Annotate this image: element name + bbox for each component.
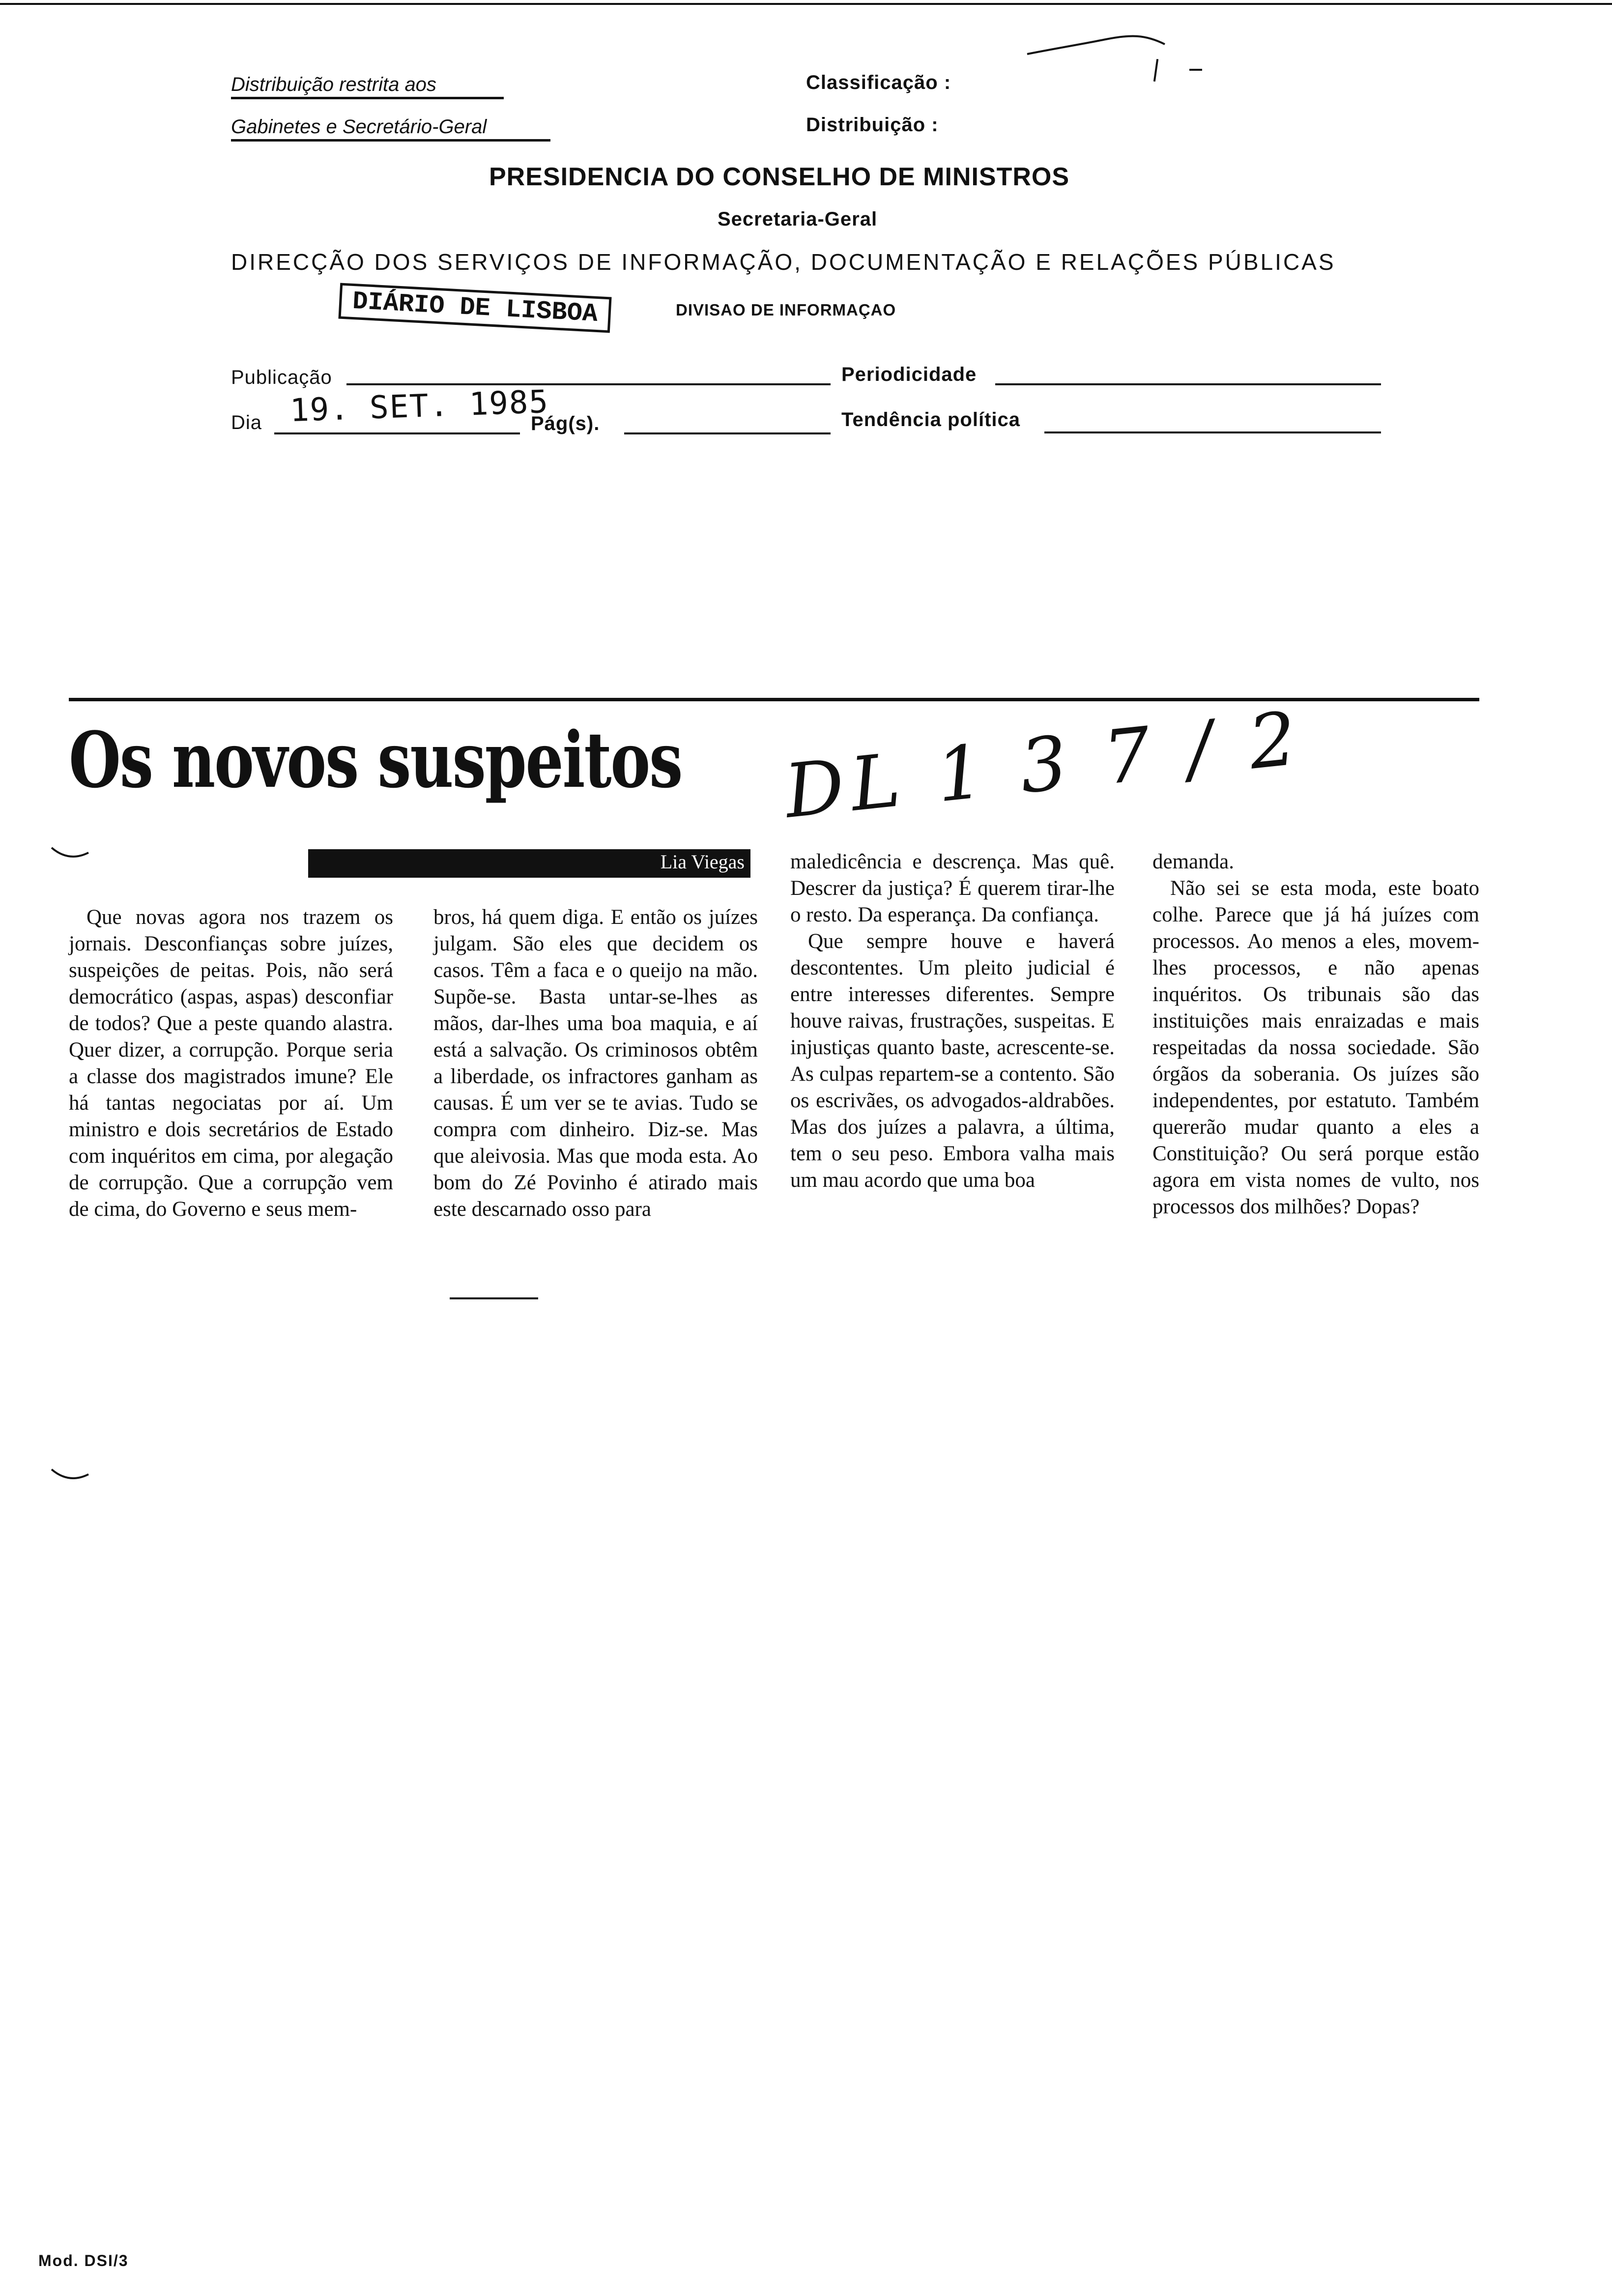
top-border	[0, 3, 1612, 5]
margin-mark	[49, 1464, 93, 1489]
handwritten-dash	[1189, 69, 1202, 71]
paragraph: Que novas agora nos trazem os jornais. Desconfianças sobre juízes, suspeições de peitas. Pois, não será democrático (aspas, aspas) desconfiar de todos? Que a peste quando alastra. Quer dizer, a corrupção. Porque seria a classe dos magistrados imune? Ele há tantas negociatas por aí. Um ministro e dois secretários de Estado com inquéritos em cima, por alegação de corrupção. Que a corrupção vem de cima, do Governo e seus mem-	[69, 906, 393, 1221]
byline: Lia Viegas	[308, 849, 750, 878]
restricted-line-1: Distribuição restrita aos	[231, 74, 504, 99]
paragraph: Que sempre houve e haverá descontentes. Um pleito judicial é entre interesses diferentes. Sempre houve raivas, frustrações, suspeitas. E injustiças quanto baste, acrescente-se. As culpas repartem-se a contento. São os escrivães, os advogados-aldrabões. Mas dos juízes a palavra, a última, tem o seu peso. Embora valha mais um mau acordo que uma boa	[790, 930, 1115, 1192]
periodicidade-line	[995, 383, 1381, 385]
tendencia-label: Tendência política	[841, 409, 1020, 430]
model-code: Mod. DSI/3	[38, 2252, 129, 2269]
dia-value: 19. SET. 1985	[289, 383, 550, 430]
tendencia-line	[1044, 431, 1381, 433]
pags-label: Pág(s).	[531, 413, 600, 434]
article-column-1	[69, 904, 393, 1223]
publication-stamp: DIÁRIO DE LISBOA	[338, 283, 611, 333]
direccao-label: DIRECÇÃO DOS SERVIÇOS DE INFORMAÇÃO, DOCUMENTAÇÃO E RELAÇÕES PÚBLICAS	[231, 249, 1336, 275]
margin-mark	[49, 843, 93, 867]
dia-line	[274, 432, 520, 434]
classificacao-label: Classificação :	[806, 72, 951, 93]
handwritten-reference: DL 1 3 7 / 2	[780, 695, 1307, 835]
pags-line	[624, 432, 831, 434]
dia-label: Dia	[231, 412, 262, 433]
article-column-2	[433, 904, 758, 1223]
paragraph: demanda.	[1152, 850, 1234, 873]
publicacao-label: Publicação	[231, 367, 332, 388]
article-headline: Os novos suspeitos	[69, 715, 682, 805]
distribuicao-label: Distribuição :	[806, 114, 939, 136]
paragraph: maledicência e descrença. Mas quê. Descrer da justiça? É querem tirar-lhe o resto. Da esperança. Da confiança.	[790, 850, 1115, 926]
divisao-label: DIVISAO DE INFORMAÇAO	[676, 301, 896, 319]
paragraph: bros, há quem diga. E então os juízes julgam. São eles que decidem os casos. Têm a faca e o queijo na mão. Supõe-se. Basta untar-se-lhes as mãos, dar-lhes uma boa maquia, e aí está a salvação. Os criminosos obtêm a liberdade, os infractores ganham as causas. É um ver se te avias. Tudo se compra com dinheiro. Diz-se. Mas que aleivosia. Mas que moda esta. Ao bom do Zé Povinho é atirado mais este descarnado osso para	[433, 906, 758, 1221]
paragraph: Não sei se esta moda, este boato colhe. Parece que já há juízes com processos. Ao menos a eles, movem-lhes processos, e não apenas inquéritos. Os tribunais são das instituições mais enraizadas e mais respeitadas da nossa sociedade. São órgãos da soberania. Os juízes são independentes, por estatuto. Também quererão mudar quanto a eles a Constituição? Ou será porque estão agora em vista nomes de vulto, nos processos dos milhões? Dopas?	[1152, 877, 1479, 1218]
restricted-line-2: Gabinetes e Secretário-Geral	[231, 116, 550, 142]
article-column-4	[1152, 849, 1479, 1220]
periodicidade-label: Periodicidade	[841, 364, 977, 385]
org-title: PRESIDENCIA DO CONSELHO DE MINISTROS	[489, 163, 1070, 191]
article-column-3	[790, 849, 1115, 1194]
publicacao-line	[346, 383, 831, 385]
handwritten-squiggle	[1022, 20, 1170, 64]
column-end-rule	[450, 1297, 538, 1299]
secretaria-label: Secretaria-Geral	[718, 208, 878, 230]
